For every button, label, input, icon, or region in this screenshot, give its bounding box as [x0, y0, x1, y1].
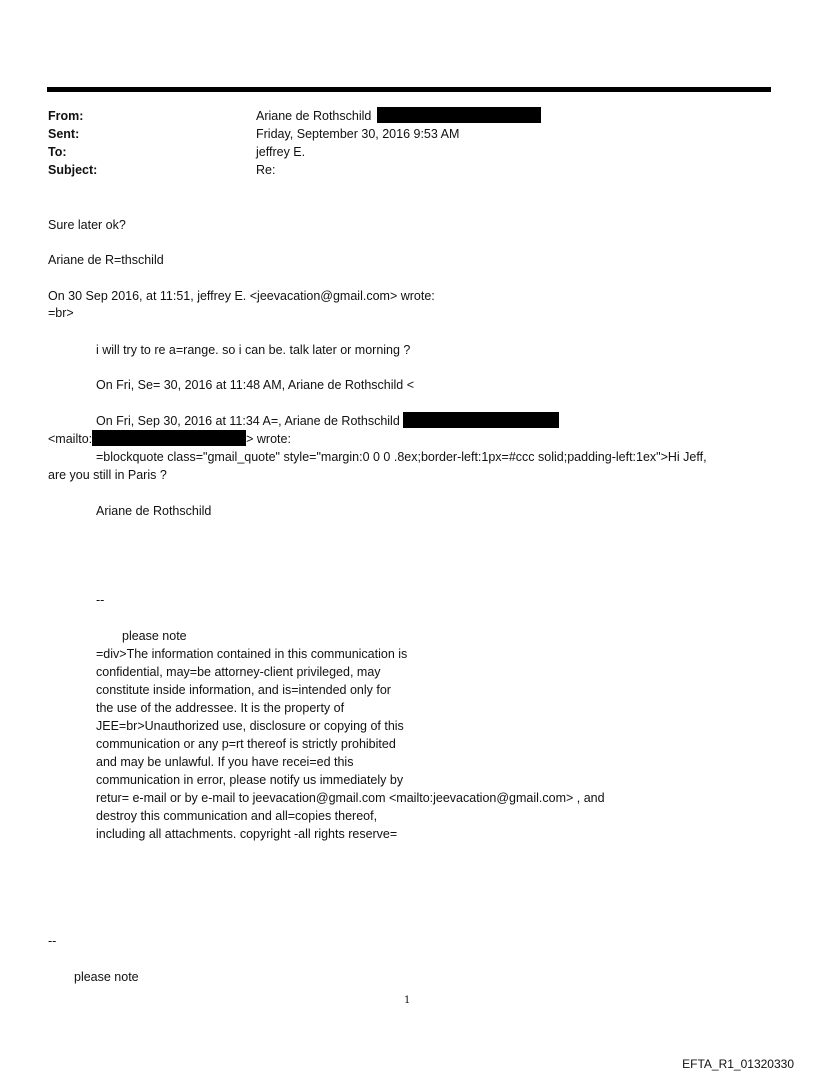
notice-line: please note: [122, 629, 187, 643]
quote-line: i will try to re a=range. so i can be. talk later or morning ?: [96, 343, 411, 357]
notice-line: communication in error, please notify us immediately by: [96, 773, 404, 787]
notice-line: and may be unlawful. If you have recei=ed this: [96, 755, 354, 769]
notice-line: including all attachments. copyright -all rights reserve=: [96, 827, 398, 841]
from-value: Ariane de Rothschild: [256, 109, 372, 123]
notice-line: =div>The information contained in this communication is: [96, 647, 408, 661]
body-line: =br>: [48, 306, 74, 320]
to-label: To:: [48, 145, 67, 159]
quote-line: <mailto: > wrote:: [48, 432, 291, 446]
quote-line: On Fri, Sep 30, 2016 at 11:34 A=, Ariane de Rothschild: [96, 412, 559, 430]
notice-line: destroy this communication and all=copies thereof,: [96, 809, 378, 823]
redaction-box: [403, 412, 559, 428]
quote-line: =blockquote class="gmail_quote" style="margin:0 0 0 .8ex;border-left:1px=#ccc solid;padding-left:1ex">Hi Jeff,: [96, 450, 707, 464]
redaction-box: [92, 430, 246, 446]
document-id: EFTA_R1_01320330: [682, 1057, 794, 1071]
page-number: 1: [404, 995, 411, 1006]
notice-line: communication or any p=rt thereof is strictly prohibited: [96, 737, 396, 751]
notice-line: the use of the addressee. It is the property of: [96, 701, 345, 715]
from-row: [48, 107, 372, 125]
body-line: On 30 Sep 2016, at 11:51, jeffrey E. <jeevacation@gmail.com> wrote:: [48, 289, 435, 303]
footer-separator: --: [48, 934, 57, 948]
redaction-box: [377, 107, 541, 123]
quote-line: are you still in Paris ?: [48, 468, 167, 482]
notice-line: constitute inside information, and is=intended only for: [96, 683, 391, 697]
subject-value: Re:: [256, 163, 276, 177]
subject-label: Subject:: [48, 163, 98, 177]
header-rule: [47, 87, 771, 92]
quote-line: Ariane de Rothschild: [96, 504, 212, 518]
notice-line: confidential, may=be attorney-client privileged, may: [96, 665, 381, 679]
notice-line: retur= e-mail or by e-mail to jeevacation@gmail.com <mailto:jeevacation@gmail.com> , and: [96, 791, 605, 805]
body-line: Ariane de R=thschild: [48, 253, 164, 267]
subject-row: [48, 161, 276, 179]
sent-value: Friday, September 30, 2016 9:53 AM: [256, 127, 460, 141]
footer-note: please note: [74, 970, 139, 984]
sent-row: [48, 125, 460, 143]
quote-line: On Fri, Se= 30, 2016 at 11:48 AM, Ariane de Rothschild <: [96, 378, 415, 392]
quote-line: --: [96, 593, 105, 607]
sent-label: Sent:: [48, 127, 80, 141]
to-value: jeffrey E.: [256, 145, 306, 159]
to-row: [48, 143, 306, 161]
body-line: Sure later ok?: [48, 218, 126, 232]
notice-line: JEE=br>Unauthorized use, disclosure or copying of this: [96, 719, 404, 733]
from-label: From:: [48, 109, 84, 123]
